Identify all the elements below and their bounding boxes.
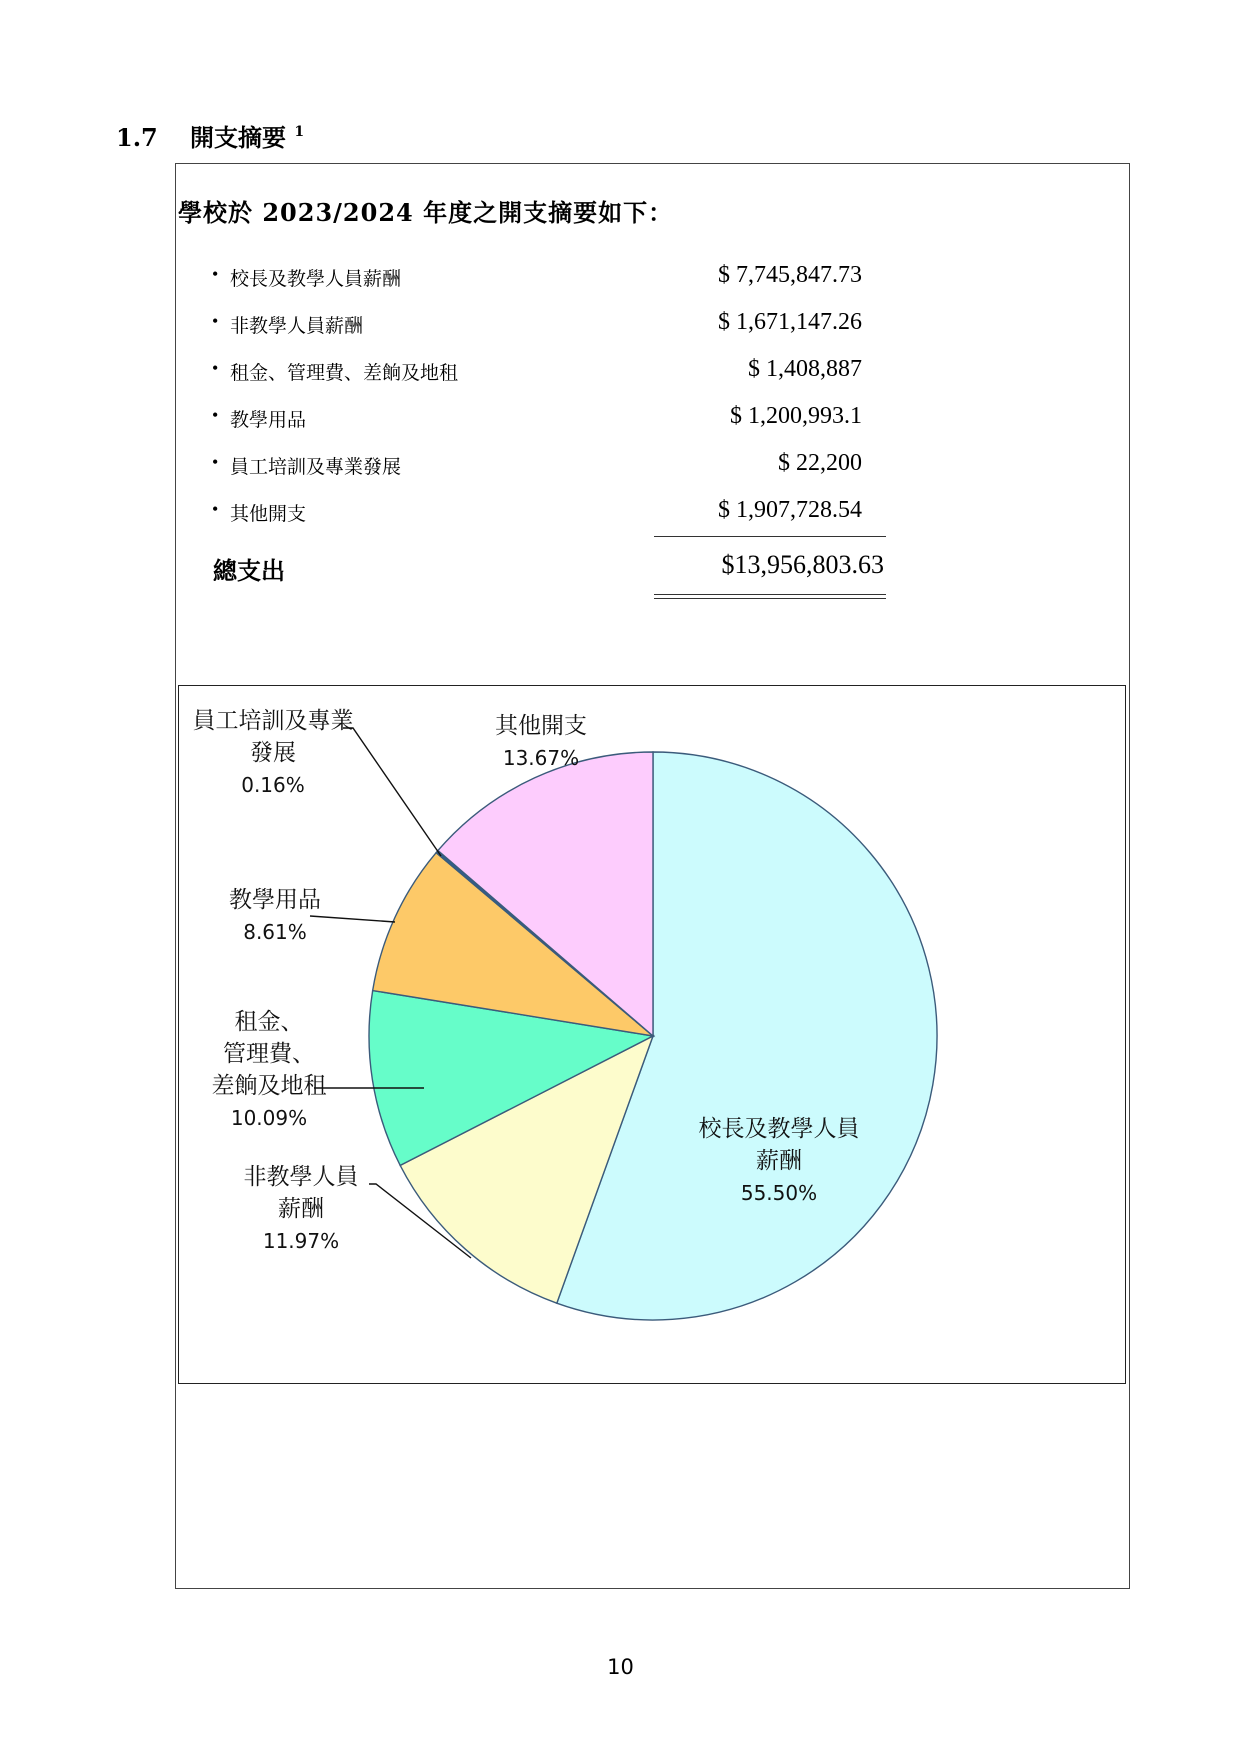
section-heading [116,118,304,153]
sum-rule [654,536,886,537]
pie-chart [179,686,1124,1382]
leader-line [310,916,395,922]
expense-label: 其他開支 [230,503,307,525]
expense-label: 教學用品 [230,409,307,431]
expense-row [212,493,892,540]
expense-row [212,305,892,352]
slice-percent-label: 11.97% [262,1229,340,1253]
slice-category-label: 員工培訓及專業 [192,708,354,734]
pie-chart-frame [178,685,1126,1384]
slice-category-label: 發展 [250,740,296,766]
expense-row [212,258,892,305]
total-label: 總支出 [213,557,285,585]
slice-category-label: 教學用品 [229,887,321,913]
slice-category-label: 租金、 [234,1009,304,1035]
expense-amount: $ 1,671,147.26 [718,309,862,335]
slice-category-label: 其他開支 [495,713,587,739]
slice-category-label: 校長及教學人員 [698,1116,860,1142]
expense-label: 員工培訓及專業發展 [230,456,402,478]
slice-percent-label: 55.50% [740,1181,818,1205]
section-number: 1.7 [116,123,158,152]
slice-category-label: 差餉及地租 [211,1073,327,1099]
slice-category-label: 管理費、 [223,1041,315,1067]
bullet-icon: • [212,358,219,378]
slice-percent-label: 13.67% [502,746,580,770]
bullet-icon: • [212,311,219,331]
expense-list [212,258,892,540]
expense-amount: $ 22,200 [778,450,862,476]
expense-row [212,352,892,399]
expense-amount: $ 1,200,993.1 [730,403,862,429]
total-amount: $13,956,803.63 [721,550,884,579]
slice-percent-label: 10.09% [230,1106,308,1130]
page-number: 10 [607,1655,634,1679]
slice-percent-label: 0.16% [241,773,305,797]
bullet-icon: • [212,264,219,284]
bullet-icon: • [212,499,219,519]
slice-category-label: 薪酬 [756,1148,802,1174]
expense-label: 校長及教學人員薪酬 [230,268,402,290]
bullet-icon: • [212,452,219,472]
footnote-marker: 1 [294,124,305,140]
expense-amount: $ 1,408,887 [748,356,862,382]
slice-category-label: 非教學人員 [243,1164,359,1190]
expense-label: 非教學人員薪酬 [230,315,364,337]
expense-row [212,399,892,446]
section-title: 開支摘要 [190,123,286,152]
leader-line [343,728,441,856]
total-double-rule [654,594,886,599]
expense-label: 租金、管理費、差餉及地租 [230,362,459,384]
slice-percent-label: 8.61% [243,920,307,944]
expense-row [212,446,892,493]
slice-category-label: 薪酬 [278,1196,324,1222]
bullet-icon: • [212,405,219,425]
expense-amount: $ 1,907,728.54 [718,497,862,523]
expense-amount: $ 7,745,847.73 [718,262,862,288]
intro-text: 學校於 2023/2024 年度之開支摘要如下： [178,198,674,227]
